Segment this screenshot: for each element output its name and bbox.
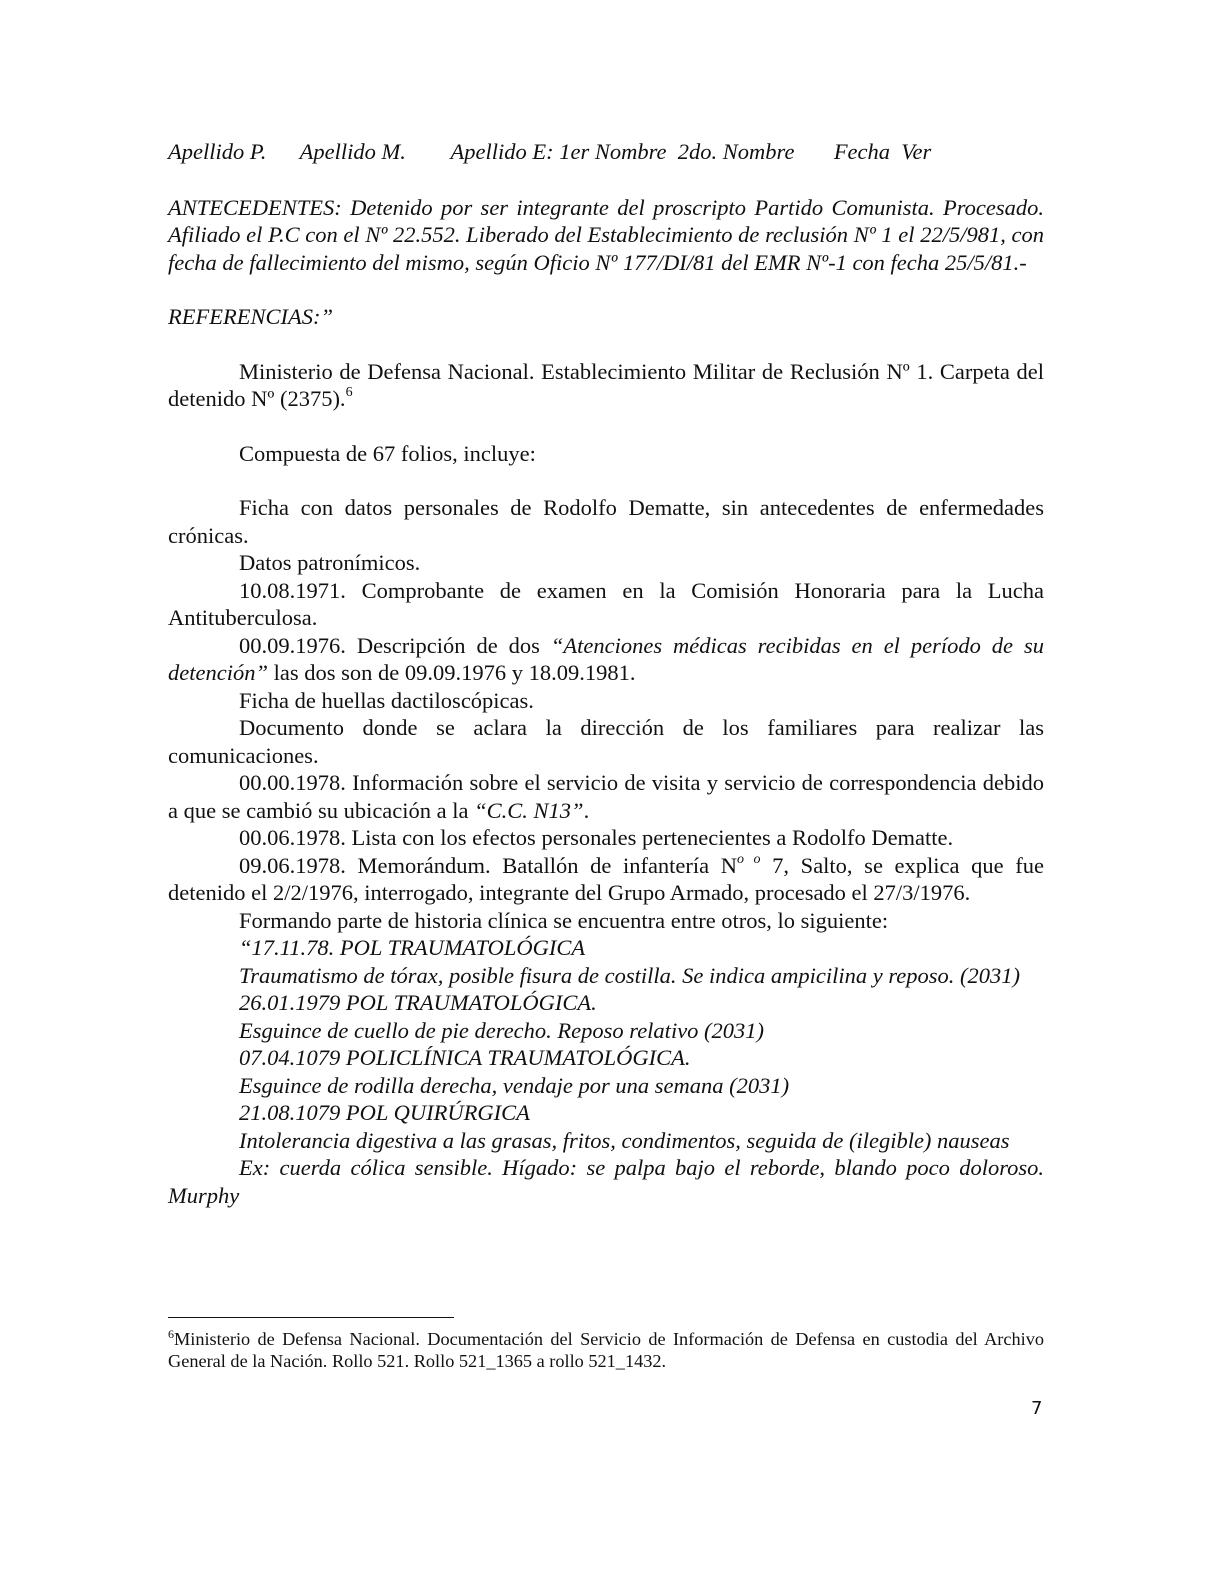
- footnote-number: 6: [168, 1327, 174, 1341]
- list-item-1978: [168, 769, 1044, 824]
- list-item-efectos: 00.06.1978. Lista con los efectos personales pertenecientes a Rodolfo Dematte.: [239, 825, 954, 850]
- clinical-entry: Esguince de cuello de pie derecho. Reposo relativo (2031): [239, 1017, 765, 1043]
- footnote-divider: [168, 1317, 454, 1318]
- list-item-formando: Formando parte de historia clínica se encuentra entre otros, lo siguiente:: [239, 907, 889, 933]
- clinical-entry: 21.08.1079 POL QUIRÚRGICA: [239, 1100, 530, 1125]
- list-item-1978-quote: “C.C. N13”: [474, 797, 584, 823]
- compuesta-paragraph: Compuesta de 67 folios, incluye:: [239, 440, 536, 466]
- folio-list: [168, 494, 1044, 934]
- list-item-1978-text: 00.00.1978. Información sobre el servicio de visita y servicio de correspondencia debido a que se cambió su ubicación a la: [168, 770, 1044, 823]
- referencias-heading: REFERENCIAS:”: [168, 304, 333, 329]
- list-item-huellas: Ficha de huellas dactiloscópicas.: [239, 687, 534, 713]
- clinical-entry: Traumatismo de tórax, posible fisura de costilla. Se indica ampicilina y reposo. (2031): [239, 962, 1020, 988]
- list-item-1976: [168, 632, 1044, 687]
- footnote-reference: 6: [345, 385, 353, 400]
- list-item-1976-quote: “Atenciones médicas recibidas en el período de su detención”: [168, 632, 1044, 685]
- header-field-fecha: Fecha: [833, 139, 891, 164]
- antecedentes-paragraph: ANTECEDENTES: Detenido por ser integrante del proscripto Partido Comunista. Procesado. Afiliado el P.C con el Nº 22.552. Liberado del Establecimiento de reclusión Nº 1 el 22/5/981, con fecha de fallecimiento del mismo, según Oficio Nº 177/DI/81 del EMR Nº-1 con fecha 25/5/81.-: [168, 194, 1044, 275]
- list-item-datos: Datos patronímicos.: [239, 550, 421, 575]
- clinical-entry: 26.01.1979 POL TRAUMATOLÓGICA.: [239, 990, 597, 1015]
- source-paragraph: [168, 358, 1044, 413]
- list-item-1976-text: 00.09.1976. Descripción de dos: [239, 632, 551, 658]
- memorandum-superscript: o o: [737, 851, 761, 867]
- clinical-entry: 07.04.1079 POLICLÍNICA TRAUMATOLÓGICA.: [239, 1045, 691, 1070]
- clinical-entry: “17.11.78. POL TRAUMATOLÓGICA: [239, 935, 586, 960]
- clinical-entry: Ex: cuerda cólica sensible. Hígado: se palpa bajo el reborde, blando poco doloroso. Murphy: [168, 1155, 1044, 1208]
- list-item-ficha: Ficha con datos personales de Rodolfo Dematte, sin antecedentes de enfermedades crónicas.: [168, 495, 1044, 548]
- memorandum-text-cont: 7, Salto, se explica que fue detenido el 2/2/1976, interrogado, integrante del Grupo Armado, procesado el 27/3/1976.: [168, 852, 1044, 905]
- memorandum-text: 09.06.1978. Memorándum. Batallón de infantería N: [239, 852, 738, 878]
- record-header: [168, 138, 1044, 166]
- list-item-1978-end: .: [583, 797, 590, 823]
- clinical-entry: Intolerancia digestiva a las grasas, fritos, condimentos, seguida de (ilegible) nauseas: [239, 1127, 1010, 1153]
- clinical-history: [168, 934, 1044, 1209]
- header-field-apellido-e: Apellido E: 1er Nombre: [450, 139, 667, 164]
- page-number: 7: [1031, 1398, 1043, 1419]
- footnote: [168, 1328, 1044, 1372]
- header-field-apellido-m: Apellido M.: [299, 139, 406, 164]
- list-item-1971: 10.08.1971. Comprobante de examen en la Comisión Honoraria para la Lucha Antituberculosa.: [168, 577, 1044, 630]
- header-field-apellido-p: Apellido P.: [168, 139, 267, 164]
- clinical-entry: Esguince de rodilla derecha, vendaje por una semana (2031): [239, 1072, 790, 1098]
- page-body: [168, 138, 1044, 1209]
- list-item-1976-dates: las dos son de 09.09.1976 y 18.09.1981.: [267, 660, 636, 685]
- list-item-documento: Documento donde se aclara la dirección de los familiares para realizar las comunicaciones.: [168, 715, 1044, 768]
- header-field-segundo-nombre: 2do. Nombre: [677, 139, 795, 164]
- footnote-text: Ministerio de Defensa Nacional. Documentación del Servicio de Información de Defensa en custodia del Archivo General de la Nación. Rollo 521. Rollo 521_1365 a rollo 521_1432.: [168, 1329, 1044, 1371]
- header-field-ver: Ver: [901, 139, 932, 164]
- source-text: Ministerio de Defensa Nacional. Establecimiento Militar de Reclusión Nº 1. Carpeta del detenido Nº (2375).: [168, 358, 1044, 411]
- list-item-memorandum: [168, 852, 1044, 907]
